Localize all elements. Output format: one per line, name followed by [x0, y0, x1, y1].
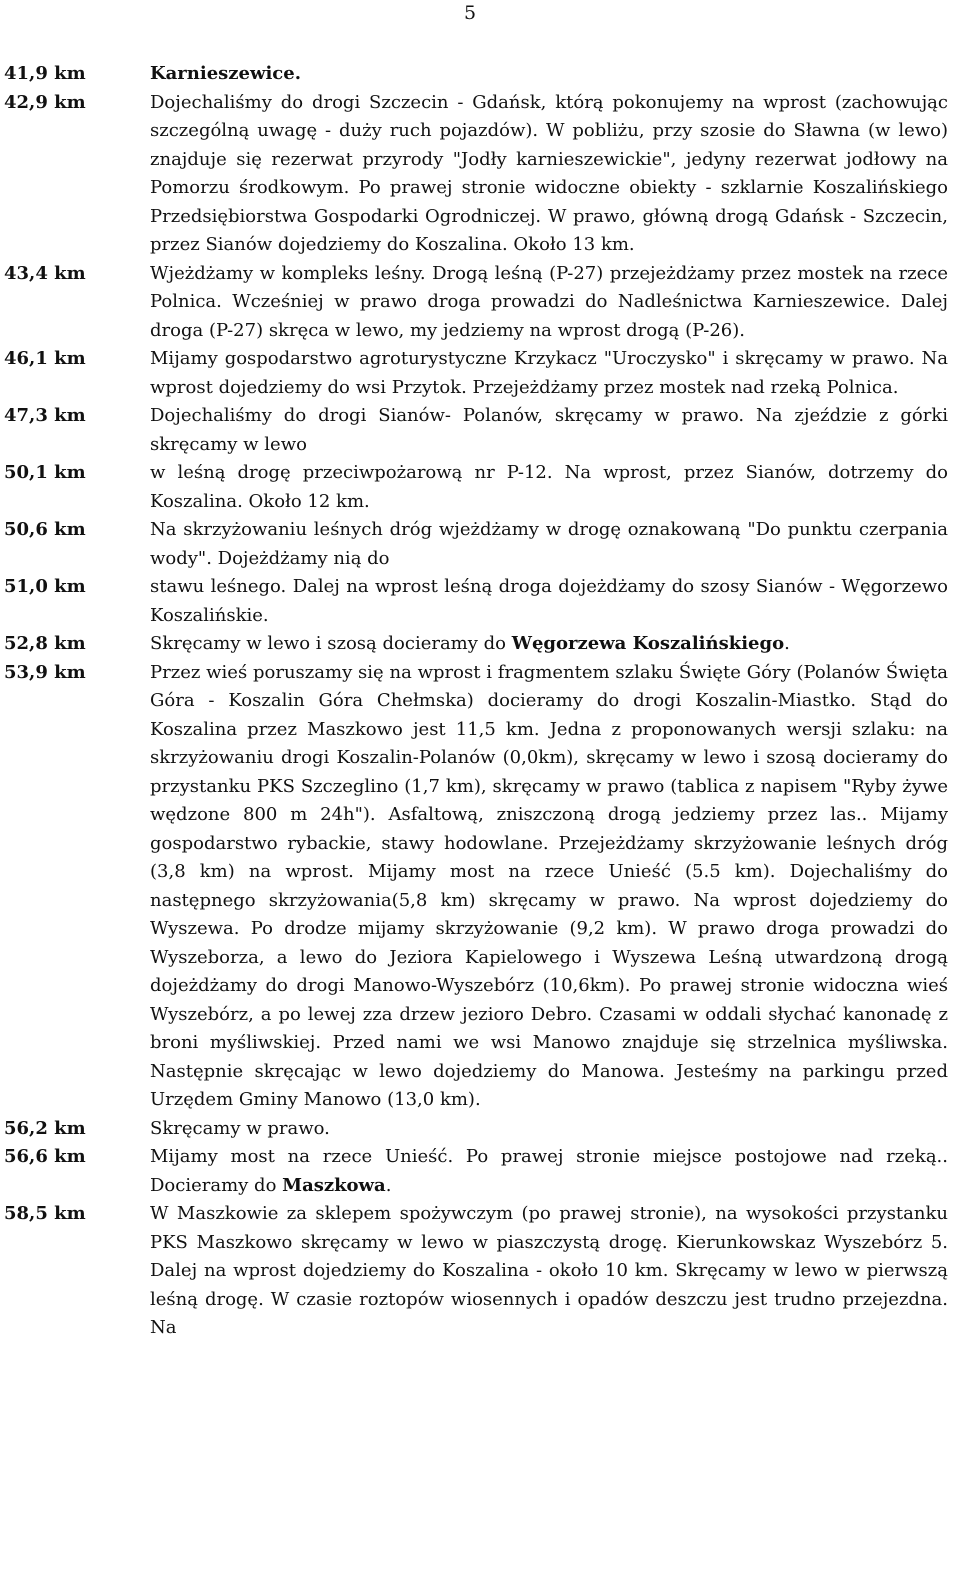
text-segment: Skręcamy w lewo i szosą docieramy do — [150, 633, 512, 654]
km-marker: 56,6 km — [4, 1146, 86, 1167]
route-entry — [4, 573, 948, 630]
text-segment: . — [784, 633, 790, 654]
page-number: 5 — [464, 2, 477, 24]
text-segment: stawu leśnego. Dalej na wprost leśną droga dojeżdżamy do szosy Sianów - Węgorzewo Koszalińskie. — [150, 576, 948, 626]
route-entry — [4, 345, 948, 402]
route-entry — [4, 402, 948, 459]
route-description — [4, 60, 948, 1343]
text-segment: Mijamy gospodarstwo agroturystyczne Krzykacz "Uroczysko" i skręcamy w prawo. Na wprost dojedziemy do wsi Przytok. Przejeżdżamy przez mostek nad rzeką Polnica. — [150, 348, 948, 398]
text-segment: Mijamy most na rzece Unieść. Po prawej stronie miejsce postojowe nad rzeką.. Docieramy do — [150, 1146, 948, 1196]
km-marker: 47,3 km — [4, 405, 86, 426]
km-marker: 42,9 km — [4, 91, 86, 113]
km-marker: 58,5 km — [4, 1203, 86, 1224]
route-entry — [4, 659, 948, 1115]
route-entry — [4, 1200, 948, 1343]
km-marker: 52,8 km — [4, 633, 86, 654]
route-description-text — [150, 1115, 948, 1144]
place-name: Maszkowa — [282, 1174, 386, 1196]
km-marker: 46,1 km — [4, 348, 86, 369]
route-entry — [4, 516, 948, 573]
route-entry — [4, 1143, 948, 1200]
route-entry — [4, 630, 948, 659]
km-marker: 41,9 km — [4, 63, 86, 84]
route-description-text — [150, 659, 948, 1115]
route-description-text — [150, 1143, 948, 1200]
route-description-text — [150, 516, 948, 573]
text-segment: Wjeżdżamy w kompleks leśny. Drogą leśną (P-27) przejeżdżamy przez mostek na rzece Polnica. Wcześniej w prawo droga prowadzi do Nadleśnictwa Karnieszewice. Dalej droga (P-27) skręca w lewo, my jedziemy na wprost drogą (P-26). — [150, 262, 948, 341]
route-description-text — [150, 402, 948, 459]
text-segment: W Maszkowie za sklepem spożywczym (po prawej stronie), na wysokości przystanku PKS Maszkowo skręcamy w lewo w piaszczystą drogę. Kierunkowskaz Wyszebórz 5. Dalej na wprost dojedziemy do Koszalina - około 10 km. Skręcamy w lewo w pierwszą leśną drogę. W czasie roztopów wiosennych i opadów deszczu jest trudno przejezdna. Na — [150, 1203, 948, 1338]
place-name: Węgorzewa Koszalińskiego — [511, 633, 785, 654]
route-description-text — [150, 459, 948, 516]
route-entry — [4, 260, 948, 346]
route-entry — [4, 60, 948, 89]
text-segment: Dojechaliśmy do drogi Sianów- Polanów, skręcamy w prawo. Na zjeździe z górki skręcamy w lewo — [150, 405, 948, 455]
km-marker: 56,2 km — [4, 1117, 86, 1139]
route-entry — [4, 1115, 948, 1144]
route-entry — [4, 89, 948, 260]
route-description-text — [150, 573, 948, 630]
km-marker: 43,4 km — [4, 262, 86, 284]
route-description-text — [150, 260, 948, 346]
text-segment: Na skrzyżowaniu leśnych dróg wjeżdżamy w drogę oznakowaną "Do punktu czerpania wody". Dojeżdżamy nią do — [150, 519, 948, 569]
km-marker: 53,9 km — [4, 661, 86, 683]
route-entry — [4, 459, 948, 516]
route-description-text — [150, 630, 948, 659]
route-description-text — [150, 60, 948, 89]
km-marker: 51,0 km — [4, 576, 86, 597]
km-marker: 50,6 km — [4, 519, 86, 540]
text-segment: Dojechaliśmy do drogi Szczecin - Gdańsk, którą pokonujemy na wprost (zachowując szczególną uwagę - duży ruch pojazdów). W pobliżu, przy szosie do Sławna (w lewo) znajduje się rezerwat przyrody "Jodły karnieszewickie", jedyny rezerwat jodłowy na Pomorzu środkowym. Po prawej stronie widoczne obiekty - szklarnie Koszalińskiego Przedsiębiorstwa Gospodarki Ogrodniczej. W prawo, główną drogą Gdańsk - Szczecin, przez Sianów dojedziemy do Koszalina. Około 13 km. — [150, 91, 948, 255]
route-description-text — [150, 345, 948, 402]
place-name: Karnieszewice. — [150, 63, 301, 84]
text-segment: w leśną drogę przeciwpożarową nr P-12. Na wprost, przez Sianów, dotrzemy do Koszalina. Około 12 km. — [150, 462, 948, 512]
km-marker: 50,1 km — [4, 462, 86, 483]
text-segment: Skręcamy w prawo. — [150, 1117, 330, 1139]
text-segment: Przez wieś poruszamy się na wprost i fragmentem szlaku Święte Góry (Polanów Święta Góra - Koszalin Góra Chełmska) docieramy do drogi Koszalin-Miastko. Stąd do Koszalina przez Maszkowo jest 11,5 km. Jedna z proponowanych wersji szlaku: na skrzyżowaniu drogi Koszalin-Polanów (0,0km), skręcamy w lewo i szosą docieramy do przystanku PKS Szczeglino (1,7 km), skręcamy w prawo (tablica z napisem "Ryby żywe wędzone 800 m 24h"). Asfaltową, zniszczoną drogą jedziemy przez las.. Mijamy gospodarstwo rybackie, stawy hodowlane. Przejeżdżamy skrzyżowanie leśnych dróg (3,8 km) na wprost. Mijamy most na rzece Unieść (5.5 km). Dojechaliśmy do następnego skrzyżowania(5,8 km) skręcamy w prawo. Na wprost dojedziemy do Wyszewa. Po drodze mijamy skrzyżowanie (9,2 km). W prawo droga prowadzi do Wyszeborza, a lewo do Jeziora Kapielowego i Wyszewa Leśną utwardzoną drogą dojeżdżamy do drogi Manowo-Wyszebórz (10,6km). Po prawej stronie widoczna wieś Wyszebórz, a po lewej zza drzew jezioro Debro. Czasami w oddali słychać kanonadę z broni myśliwskiej. Przed nami we wsi Manowo znajduje się strzelnica myśliwska. Następnie skręcając w lewo dojedziemy do Manowa. Jesteśmy na parkingu przed Urzędem Gminy Manowo (13,0 km). — [150, 661, 948, 1110]
route-description-text — [150, 1200, 948, 1343]
route-description-text — [150, 89, 948, 260]
text-segment: . — [385, 1174, 392, 1196]
